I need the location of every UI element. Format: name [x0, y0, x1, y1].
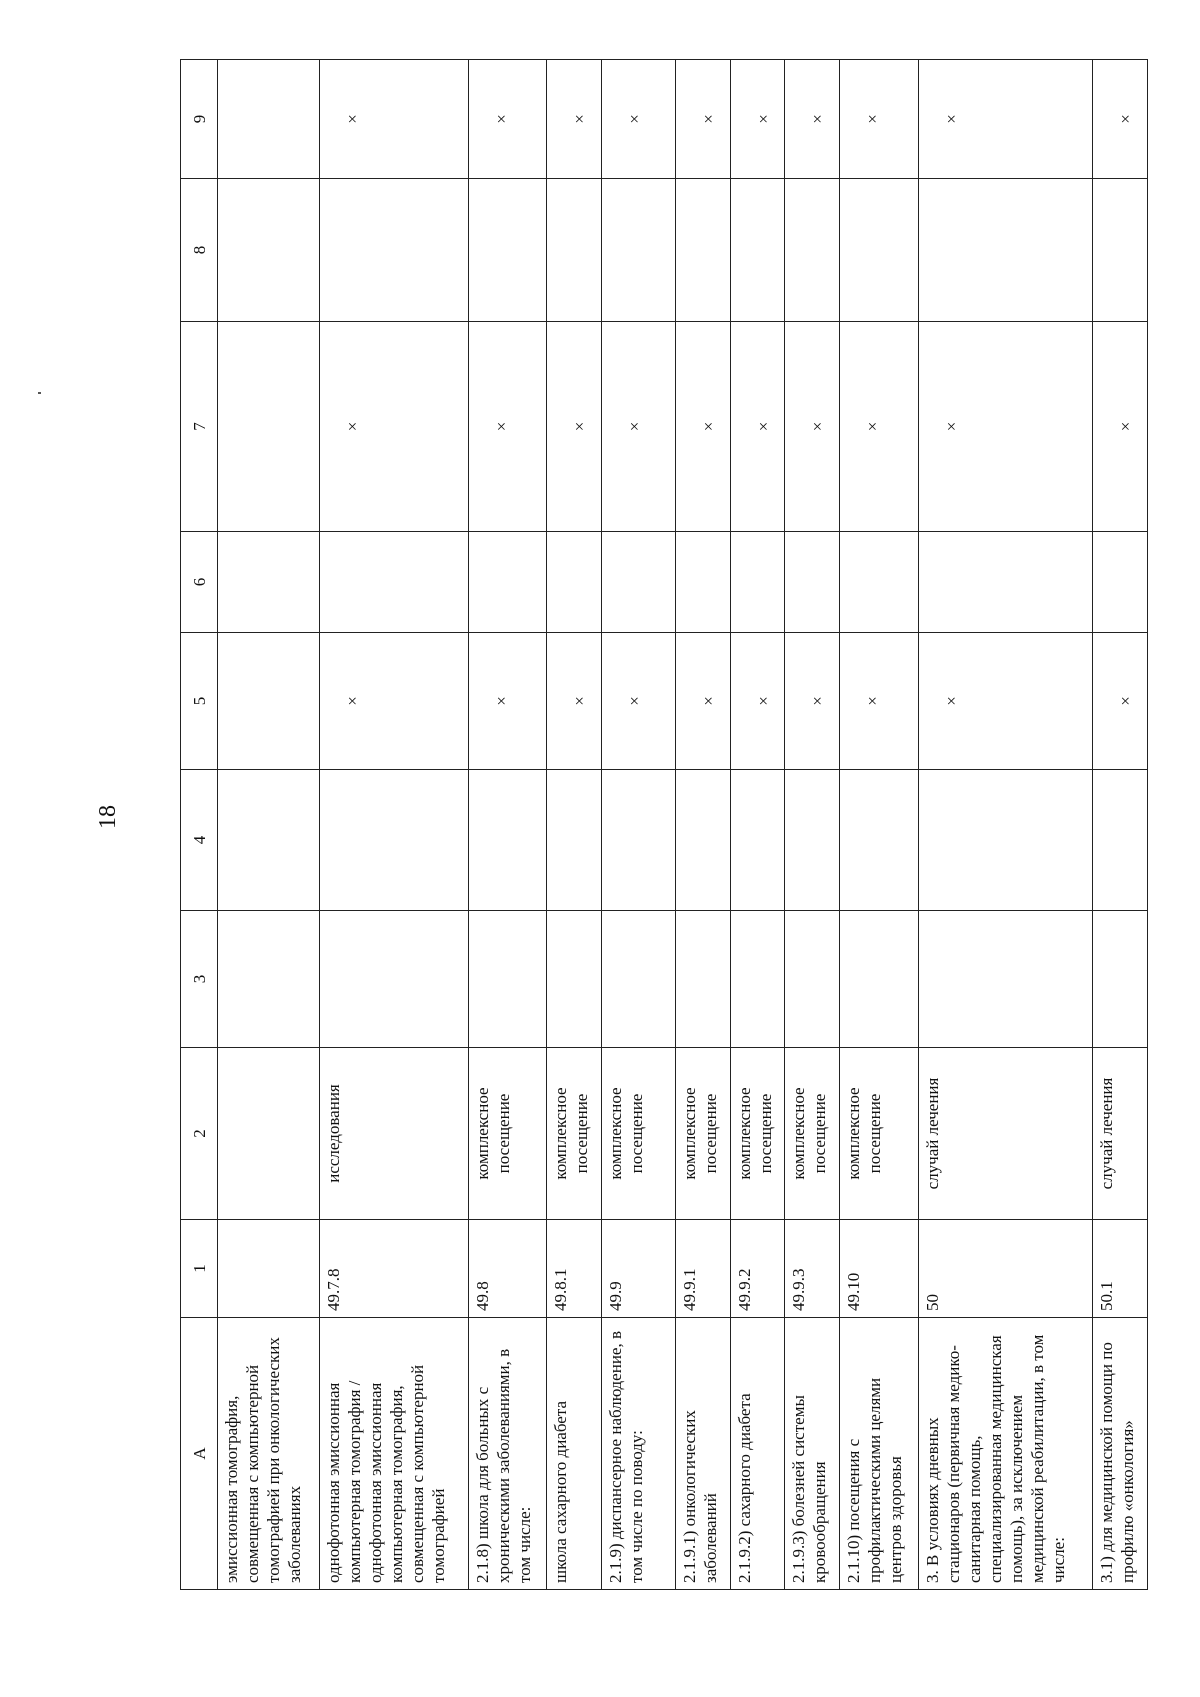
value-cell [675, 179, 730, 322]
header-cell: 6 [181, 532, 218, 633]
value-cell [675, 911, 730, 1048]
header-cell: 1 [181, 1220, 218, 1318]
value-cell [730, 179, 785, 322]
value-cell: × [319, 322, 468, 532]
value-cell [785, 911, 840, 1048]
value-cell [218, 633, 320, 770]
unit-cell: исследования [319, 1048, 468, 1220]
value-cell [218, 770, 320, 911]
code-cell [218, 1220, 320, 1318]
table-row [468, 60, 546, 1590]
value-cell [1093, 770, 1148, 911]
unit-cell: комплексное посещение [840, 1048, 918, 1220]
value-cell [547, 770, 602, 911]
value-cell: × [601, 322, 675, 532]
name-cell: 3. В условиях дневных стационаров (первичная медико-санитарная помощь, специализированная медицинская помощь), за исключением медицинской реабилитации, в том числе: [918, 1318, 1093, 1590]
table-row [730, 60, 785, 1590]
unit-cell: комплексное посещение [547, 1048, 602, 1220]
name-cell: 2.1.9.1) онкологических заболеваний [675, 1318, 730, 1590]
value-cell: × [319, 60, 468, 179]
header-cell: 7 [181, 322, 218, 532]
value-cell [547, 532, 602, 633]
table-row [918, 60, 1093, 1590]
unit-cell: комплексное посещение [785, 1048, 840, 1220]
name-cell: 2.1.8) школа для больных с хроническими заболеваниями, в том числе: [468, 1318, 546, 1590]
unit-cell: комплексное посещение [675, 1048, 730, 1220]
value-cell [218, 532, 320, 633]
table-row [319, 60, 468, 1590]
header-cell: 2 [181, 1048, 218, 1220]
value-cell [730, 532, 785, 633]
value-cell [785, 770, 840, 911]
name-cell: 2.1.9) диспансерное наблюдение, в том числе по поводу: [601, 1318, 675, 1590]
code-cell: 49.8.1 [547, 1220, 602, 1318]
scan-speck [38, 392, 41, 394]
code-cell: 49.10 [840, 1220, 918, 1318]
value-cell [468, 770, 546, 911]
value-cell [547, 179, 602, 322]
value-cell: × [675, 322, 730, 532]
value-cell [319, 770, 468, 911]
table-row [840, 60, 918, 1590]
header-cell: 8 [181, 179, 218, 322]
value-cell: × [918, 322, 1093, 532]
value-cell: × [468, 633, 546, 770]
code-cell: 49.9 [601, 1220, 675, 1318]
value-cell [468, 532, 546, 633]
value-cell: × [1093, 322, 1148, 532]
value-cell: × [785, 60, 840, 179]
table-row [218, 60, 320, 1590]
value-cell [918, 532, 1093, 633]
name-cell: 3.1) для медицинской помощи по профилю «онкология» [1093, 1318, 1148, 1590]
value-cell: × [840, 322, 918, 532]
value-cell [785, 179, 840, 322]
value-cell [218, 322, 320, 532]
unit-cell [218, 1048, 320, 1220]
value-cell [918, 911, 1093, 1048]
value-cell [730, 911, 785, 1048]
value-cell [918, 179, 1093, 322]
value-cell: × [918, 633, 1093, 770]
header-row [181, 60, 218, 1590]
value-cell [218, 179, 320, 322]
table-row [547, 60, 602, 1590]
table-body [218, 60, 1148, 1590]
table-row [785, 60, 840, 1590]
value-cell [319, 532, 468, 633]
value-cell: × [918, 60, 1093, 179]
value-cell [601, 532, 675, 633]
value-cell: × [1093, 633, 1148, 770]
value-cell [730, 770, 785, 911]
header-cell: 4 [181, 770, 218, 911]
value-cell: × [840, 633, 918, 770]
value-cell [840, 911, 918, 1048]
value-cell: × [468, 60, 546, 179]
value-cell [840, 179, 918, 322]
value-cell [840, 532, 918, 633]
code-cell: 49.7.8 [319, 1220, 468, 1318]
name-cell: 2.1.10) посещения с профилактическими целями центров здоровья [840, 1318, 918, 1590]
value-cell [601, 770, 675, 911]
value-cell [601, 179, 675, 322]
value-cell [319, 179, 468, 322]
table-row [601, 60, 675, 1590]
page-number: 18 [95, 805, 121, 829]
value-cell [1093, 179, 1148, 322]
value-cell: × [730, 60, 785, 179]
value-cell [601, 911, 675, 1048]
name-cell: 2.1.9.2) сахарного диабета [730, 1318, 785, 1590]
value-cell [468, 911, 546, 1048]
table-row [675, 60, 730, 1590]
value-cell: × [675, 633, 730, 770]
value-cell [218, 911, 320, 1048]
unit-cell: комплексное посещение [468, 1048, 546, 1220]
value-cell [319, 911, 468, 1048]
unit-cell: случай лечения [918, 1048, 1093, 1220]
value-cell: × [675, 60, 730, 179]
code-cell: 49.9.1 [675, 1220, 730, 1318]
rotated-table-wrapper [180, 60, 1148, 1590]
code-cell: 49.9.3 [785, 1220, 840, 1318]
value-cell [1093, 532, 1148, 633]
value-cell [675, 532, 730, 633]
code-cell: 50 [918, 1220, 1093, 1318]
value-cell: × [840, 60, 918, 179]
value-cell [785, 532, 840, 633]
header-cell: 5 [181, 633, 218, 770]
code-cell: 49.8 [468, 1220, 546, 1318]
value-cell: × [601, 633, 675, 770]
header-cell: 3 [181, 911, 218, 1048]
value-cell: × [547, 60, 602, 179]
value-cell [218, 60, 320, 179]
name-cell: эмиссионная томография, совмещенная с компьютерной томографией при онкологических заболеваниях [218, 1318, 320, 1590]
value-cell [675, 770, 730, 911]
value-cell: × [319, 633, 468, 770]
header-cell: 9 [181, 60, 218, 179]
value-cell [468, 179, 546, 322]
name-cell: однофотонная эмиссионная компьютерная томография / однофотонная эмиссионная компьютерная томография, совмещенная с компьютерной томографией [319, 1318, 468, 1590]
value-cell [1093, 911, 1148, 1048]
data-table [180, 59, 1148, 1590]
unit-cell: комплексное посещение [730, 1048, 785, 1220]
table-row [1093, 60, 1148, 1590]
value-cell: × [547, 633, 602, 770]
header-cell: A [181, 1318, 218, 1590]
value-cell: × [1093, 60, 1148, 179]
value-cell: × [730, 633, 785, 770]
value-cell: × [468, 322, 546, 532]
unit-cell: комплексное посещение [601, 1048, 675, 1220]
name-cell: 2.1.9.3) болезней системы кровообращения [785, 1318, 840, 1590]
value-cell [840, 770, 918, 911]
value-cell: × [785, 633, 840, 770]
value-cell: × [730, 322, 785, 532]
value-cell: × [547, 322, 602, 532]
name-cell: школа сахарного диабета [547, 1318, 602, 1590]
code-cell: 49.9.2 [730, 1220, 785, 1318]
value-cell: × [601, 60, 675, 179]
value-cell [918, 770, 1093, 911]
value-cell [547, 911, 602, 1048]
value-cell: × [785, 322, 840, 532]
code-cell: 50.1 [1093, 1220, 1148, 1318]
unit-cell: случай лечения [1093, 1048, 1148, 1220]
